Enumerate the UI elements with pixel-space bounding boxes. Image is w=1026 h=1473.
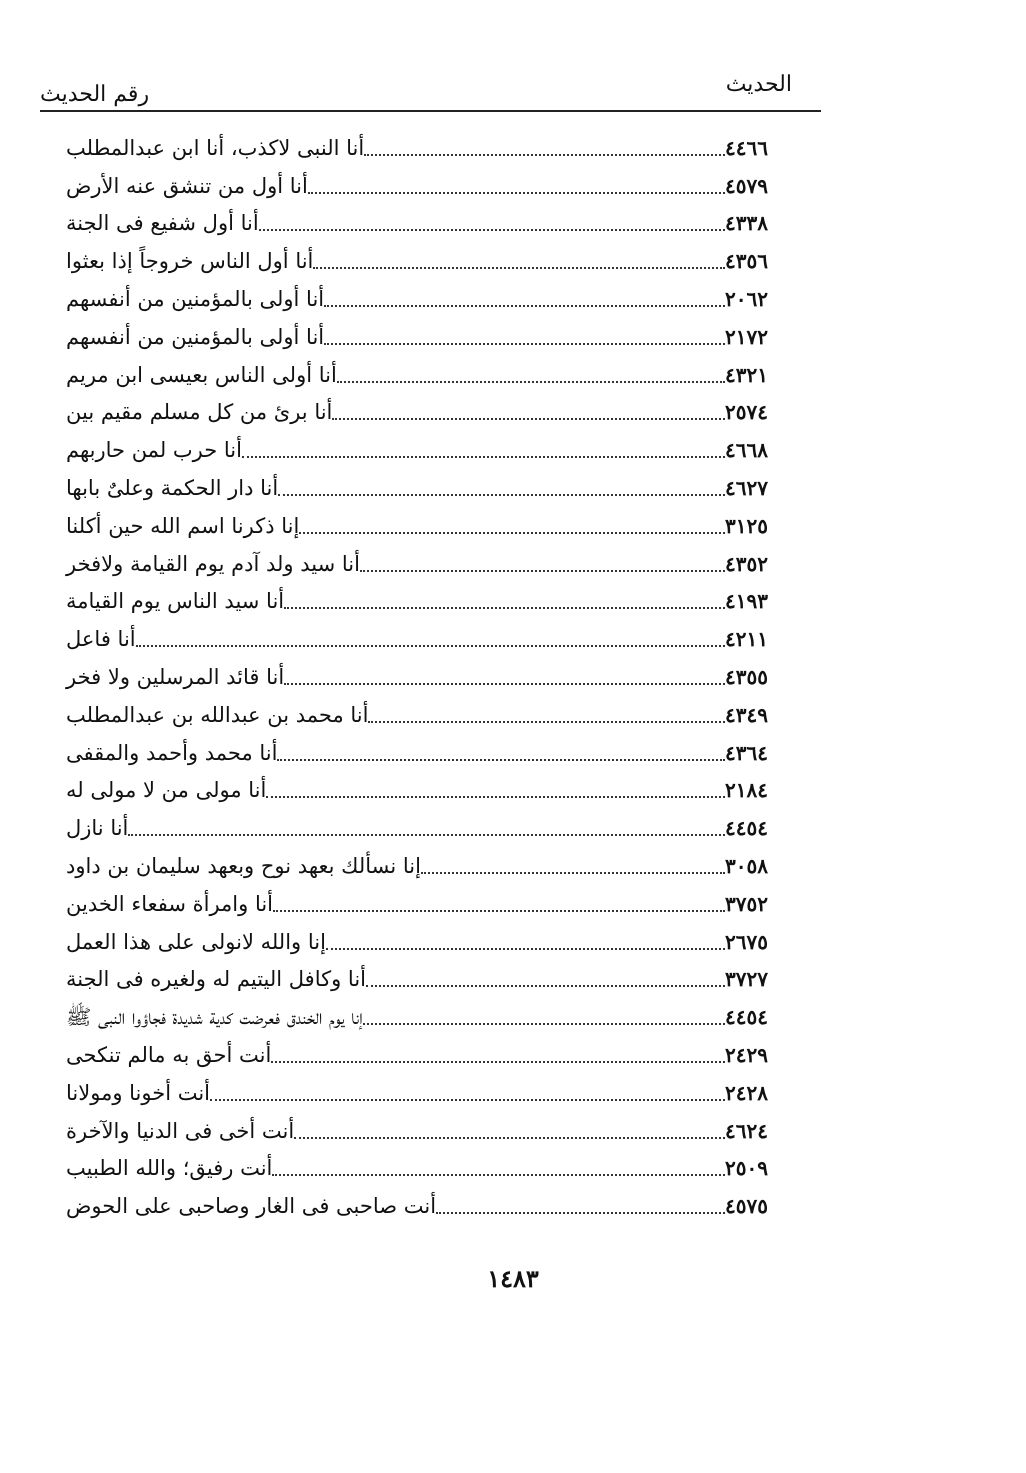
entry-text: أنا سيد ولد آدم يوم القيامة ولافخر	[66, 551, 360, 576]
index-entry	[60, 1146, 835, 1184]
index-entry	[60, 768, 835, 806]
dotted-leader	[277, 759, 725, 761]
header-divider	[40, 110, 821, 112]
index-entry	[60, 276, 835, 314]
entry-text: أنا مولى من لا مولى له	[66, 778, 267, 803]
dotted-leader	[128, 834, 725, 836]
entry-number: ٢٤٢٨	[725, 1080, 768, 1105]
entry-number: ٢١٨٤	[725, 778, 768, 803]
entry-text: أنا فاعل	[66, 627, 136, 652]
dotted-leader	[308, 192, 725, 194]
entry-number: ٤٣٥٦	[725, 249, 768, 274]
dotted-leader	[360, 570, 725, 572]
index-entry	[60, 125, 835, 163]
entry-text: أنا برئ من كل مسلم مقيم بين	[66, 400, 333, 425]
dotted-leader	[368, 721, 725, 723]
entry-number: ٤٣٦٤	[725, 740, 768, 765]
entry-text: إنا والله لانولى على هذا العمل	[66, 929, 326, 954]
header-hadith-label: الحديث	[725, 72, 792, 97]
entry-text: أنت أخونا ومولانا	[66, 1080, 211, 1105]
dotted-leader	[324, 343, 725, 345]
dotted-leader	[324, 305, 725, 307]
entry-number: ٤٥٧٩	[725, 173, 768, 198]
page-header	[40, 68, 820, 108]
entry-number: ٣٠٥٨	[725, 853, 768, 878]
index-entry	[60, 579, 835, 617]
dotted-leader	[363, 1023, 725, 1025]
entry-number: ٤٤٦٦	[725, 135, 768, 160]
index-entry	[60, 1032, 835, 1070]
index-entry	[60, 352, 835, 390]
index-entry	[60, 805, 835, 843]
dotted-leader	[271, 1061, 725, 1063]
entry-text: أنا دار الحكمة وعلىٌ بابها	[66, 475, 279, 500]
hadith-index-list	[60, 125, 835, 1221]
dotted-leader	[210, 1099, 725, 1101]
dotted-leader	[294, 1137, 725, 1139]
dotted-leader	[364, 154, 725, 156]
index-entry	[60, 692, 835, 730]
entry-text: أنا أول الناس خروجاً إذا بعثوا	[66, 249, 314, 274]
entry-number: ٤١٩٣	[725, 589, 768, 614]
dotted-leader	[337, 381, 725, 383]
dotted-leader	[259, 229, 725, 231]
entry-text: أنا أولى بالمؤمنين من أنفسهم	[66, 324, 325, 349]
entry-number: ٤٥٧٥	[725, 1194, 768, 1219]
dotted-leader	[242, 456, 725, 458]
index-entry	[60, 465, 835, 503]
entry-text: إنا يوم الخندق فعرضت كدية شديدة فجاؤوا النبى ﷺ	[66, 1005, 363, 1030]
dotted-leader	[272, 1174, 725, 1176]
entry-text: أنا حرب لمن حاربهم	[66, 438, 242, 463]
index-entry	[60, 238, 835, 276]
entry-number: ٣٧٢٧	[725, 967, 768, 992]
entry-number: ٤٢١١	[725, 627, 768, 652]
entry-number: ٢٦٧٥	[725, 929, 768, 954]
entry-number: ٤٣٤٩	[725, 702, 768, 727]
dotted-leader	[313, 267, 725, 269]
entry-number: ٤٦٢٧	[725, 475, 768, 500]
dotted-leader	[278, 494, 725, 496]
entry-text: أنا أولى بالمؤمنين من أنفسهم	[66, 286, 325, 311]
dotted-leader	[421, 872, 725, 874]
entry-text: أنا محمد بن عبدالله بن عبدالمطلب	[66, 702, 369, 727]
entry-text: أنا نازل	[66, 816, 129, 841]
entry-number: ٤٣٢١	[725, 362, 768, 387]
entry-number: ٢٥٠٩	[725, 1156, 768, 1181]
index-entry	[60, 427, 835, 465]
index-entry	[60, 1070, 835, 1108]
index-entry	[60, 730, 835, 768]
index-entry	[60, 201, 835, 239]
index-entry	[60, 541, 835, 579]
entry-text: أنا أول من تنشق عنه الأرض	[66, 173, 308, 198]
index-entry	[60, 1183, 835, 1221]
index-entry	[60, 654, 835, 692]
entry-text: أنت أحق به مالم تنكحى	[66, 1042, 272, 1067]
index-entry	[60, 163, 835, 201]
index-entry	[60, 994, 835, 1032]
entry-number: ٤٣٣٨	[725, 211, 768, 236]
entry-text: أنت أخى فى الدنيا والآخرة	[66, 1118, 295, 1143]
index-entry	[60, 843, 835, 881]
entry-text: أنا أول شفيع فى الجنة	[66, 211, 259, 236]
header-number-label: رقم الحديث	[40, 82, 150, 107]
entry-number: ٣١٢٥	[725, 513, 768, 538]
dotted-leader	[136, 645, 725, 647]
entry-text: إنا نسألك بعهد نوح وبعهد سليمان بن داود	[66, 853, 421, 878]
index-entry	[60, 503, 835, 541]
index-entry	[60, 390, 835, 428]
entry-text: أنا وكافل اليتيم له ولغيره فى الجنة	[66, 967, 367, 992]
entry-number: ٤٣٥٥	[725, 664, 768, 689]
dotted-leader	[284, 607, 725, 609]
dotted-leader	[273, 910, 725, 912]
entry-number: ٢٤٢٩	[725, 1042, 768, 1067]
index-entry	[60, 881, 835, 919]
page-number: ١٤٨٣	[487, 1264, 539, 1293]
dotted-leader	[299, 532, 725, 534]
entry-number: ٢٥٧٤	[725, 400, 768, 425]
entry-text: أنا محمد وأحمد والمقفى	[66, 740, 278, 765]
entry-text: أنت صاحبى فى الغار وصاحبى على الحوض	[66, 1194, 437, 1219]
entry-number: ٢١٧٢	[725, 324, 768, 349]
entry-number: ٤٦٦٨	[725, 438, 768, 463]
dotted-leader	[266, 796, 725, 798]
index-entry	[60, 314, 835, 352]
dotted-leader	[326, 948, 725, 950]
entry-number: ٤٤٥٤	[725, 1005, 768, 1030]
entry-text: أنا النبى لاكذب، أنا ابن عبدالمطلب	[66, 135, 365, 160]
dotted-leader	[332, 418, 725, 420]
index-entry	[60, 616, 835, 654]
entry-number: ٤٤٥٤	[725, 816, 768, 841]
entry-text: أنا أولى الناس بعيسى ابن مريم	[66, 362, 337, 387]
index-entry	[60, 1108, 835, 1146]
entry-text: أنت رفيق؛ والله الطبيب	[66, 1156, 273, 1181]
entry-number: ٢٠٦٢	[725, 286, 768, 311]
index-entry	[60, 957, 835, 995]
entry-text: أنا وامرأة سفعاء الخدين	[66, 891, 274, 916]
dotted-leader	[366, 985, 725, 987]
index-entry	[60, 919, 835, 957]
entry-number: ٣٧٥٢	[725, 891, 768, 916]
entry-text: أنا سيد الناس يوم القيامة	[66, 589, 285, 614]
entry-text: أنا قائد المرسلين ولا فخر	[66, 664, 285, 689]
dotted-leader	[436, 1212, 725, 1214]
entry-number: ٤٣٥٢	[725, 551, 768, 576]
dotted-leader	[284, 683, 725, 685]
entry-text: إنا ذكرنا اسم الله حين أكلنا	[66, 513, 300, 538]
entry-number: ٤٦٢٤	[725, 1118, 768, 1143]
